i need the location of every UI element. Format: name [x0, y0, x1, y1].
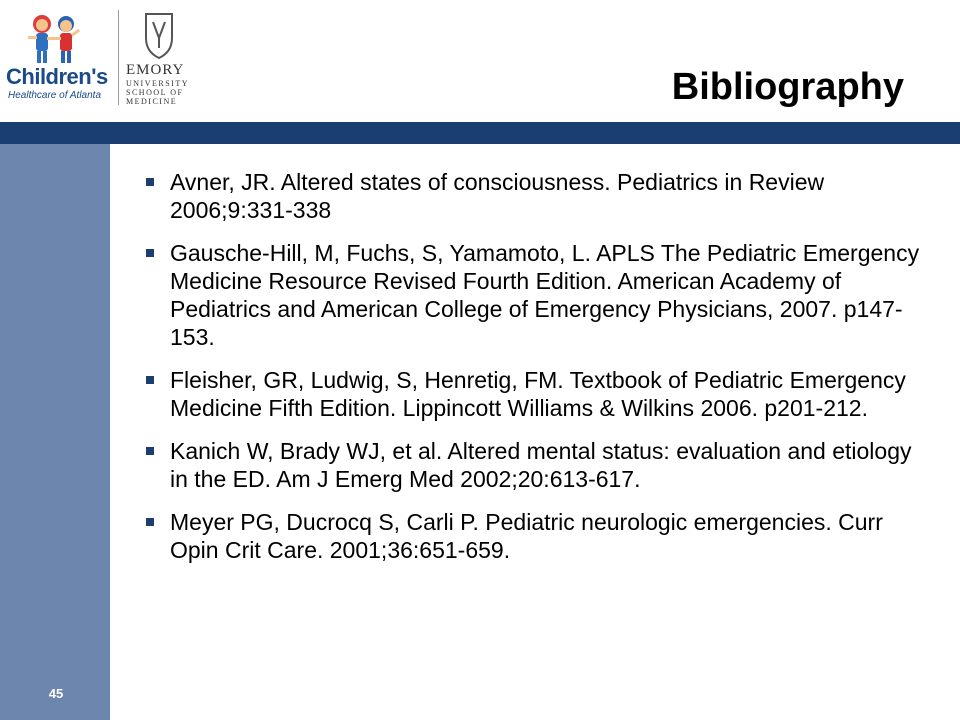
reference-item — [146, 366, 926, 422]
reference-item — [146, 168, 926, 224]
childrens-logo-text: Children's — [6, 64, 108, 89]
square-bullet-icon — [146, 447, 154, 455]
reference-list — [146, 168, 926, 579]
emory-logo-line2: SCHOOL OF — [126, 88, 184, 97]
reference-item — [146, 437, 926, 493]
reference-item — [146, 239, 926, 351]
slide-title: Bibliography — [671, 66, 904, 108]
emory-logo-line1: UNIVERSITY — [126, 79, 189, 88]
square-bullet-icon — [146, 376, 154, 384]
reference-text: Kanich W, Brady WJ, et al. Altered mental status: evaluation and etiology in the ED. Am J Emerg Med 2002;20:613-617. — [170, 438, 912, 492]
reference-text: Gausche-Hill, M, Fuchs, S, Yamamoto, L. APLS The Pediatric Emergency Medicine Resource Revised Fourth Edition. American Academy of Pediatrics and American College of Emergency Physicians, 2007. p147-153. — [170, 240, 920, 350]
reference-text: Meyer PG, Ducrocq S, Carli P. Pediatric neurologic emergencies. Curr Opin Crit Care. 2001;36:651-659. — [170, 509, 883, 563]
header-band — [0, 122, 960, 144]
square-bullet-icon — [146, 178, 154, 186]
slide-number: 45 — [48, 686, 64, 701]
emory-logo-text: EMORY — [126, 62, 185, 78]
reference-text: Avner, JR. Altered states of consciousness. Pediatrics in Review 2006;9:331-338 — [170, 169, 825, 223]
left-sidebar-bar — [0, 122, 110, 720]
emory-logo-line3: MEDICINE — [126, 97, 178, 106]
square-bullet-icon — [146, 249, 154, 257]
square-bullet-icon — [146, 518, 154, 526]
childrens-logo-subtitle: Healthcare of Atlanta — [8, 90, 102, 101]
reference-item — [146, 508, 926, 564]
logo-divider — [118, 10, 119, 105]
reference-text: Fleisher, GR, Ludwig, S, Henretig, FM. Textbook of Pediatric Emergency Medicine Fifth Edition. Lippincott Williams & Wilkins 2006. p201-212. — [170, 367, 906, 421]
